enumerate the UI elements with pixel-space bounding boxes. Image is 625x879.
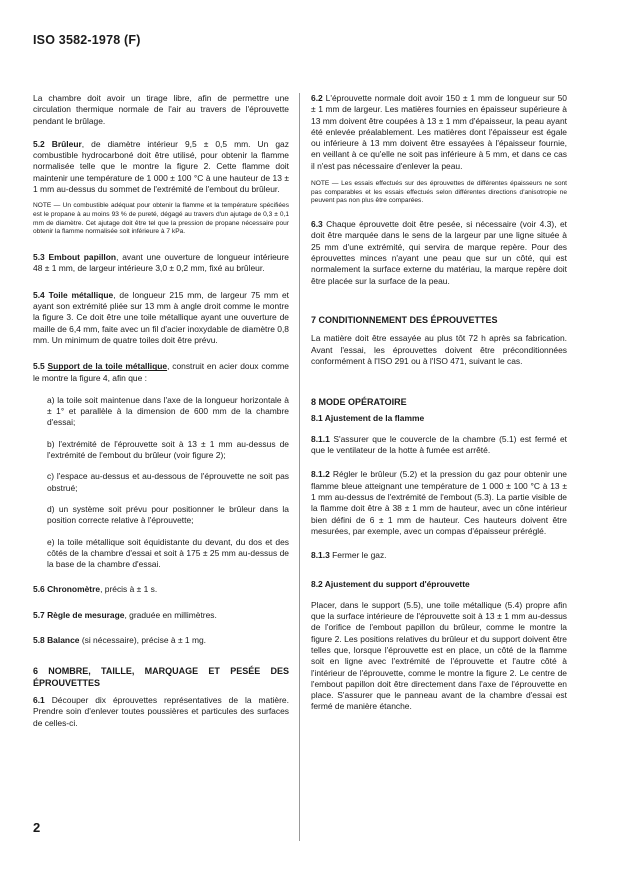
clause-5-8: 5.8 Balance (si nécessaire), précise à ± 1 mg.	[33, 635, 207, 646]
right-column	[311, 93, 567, 713]
section-7-heading: 7 CONDITIONNEMENT DES ÉPROUVETTES	[311, 314, 498, 325]
clause-5-5: 5.5 Support de la toile métallique, construit en acier doux comme le montre la figure 4, afin que :	[33, 361, 289, 383]
document-id: ISO 3582-1978 (F)	[33, 33, 141, 47]
list-item: c) l'espace au-dessus et au-dessous de l'éprouvette ne soit pas obstrué;	[47, 471, 289, 493]
subsection-8-2-heading: 8.2 Ajustement du support d'éprouvette	[311, 579, 470, 590]
section-7-paragraph: La matière doit être essayée au plus tôt 72 h après sa fabrication. Avant l'essai, les éprouvettes doivent être préconditionnées conformément à l'ISO 291 ou à l'ISO 471, suivant le cas.	[311, 333, 567, 366]
left-column	[33, 93, 289, 729]
clause-5-6: 5.6 Chronomètre, précis à ± 1 s.	[33, 584, 158, 595]
list-item: d) un système soit prévu pour positionner le brûleur dans la position correcte relative à l'éprouvette;	[47, 503, 289, 526]
chamber-draft-paragraph: La chambre doit avoir un tirage libre, afin de permettre une circulation thermique normale de l'air au travers de l'éprouvette pendant le brûlage.	[33, 93, 289, 126]
clause-5-7: 5.7 Règle de mesurage, graduée en millimètres.	[33, 609, 217, 620]
clause-8-1-3: 8.1.3 Fermer le gaz.	[311, 550, 387, 561]
column-divider	[299, 93, 300, 841]
clause-5-4: 5.4 Toile métallique, de longueur 215 mm, de largeur 75 mm et ayant son extrémité pliée sur 13 mm à angle droit comme le montre la figure 3. Ce doit être une toile métallique ayant une ouverture de maille de 6,4 mm, faite avec un fil d'acier inoxydable de diamètre 0,8 mm. Un minimum de quatre toiles doit être prévu.	[33, 289, 289, 345]
clause-8-2-paragraph: Placer, dans le support (5.5), une toile métallique (5.4) propre afin que la surface intérieure de l'éprouvette soit à 13 ± 1 mm au-dessus de l'orifice de l'embout papillon du brûleur, comme le montre la figure 2. Les positions relatives du brûleur et du support doivent être telles que, lorsque l'éprouvette est en place, un côté de la flamme soit en ligne avec l'extrémité de l'éprouvette et l'autre côté à l'intérieur de l'éprouvette, comme le montre la figure 2. Le centre de l'embout papillon doit être directement dans l'axe de l'éprouvette en place. S'assurer que le panneau avant de la chambre d'essai est fermé de manière étanche.	[311, 599, 567, 712]
clause-6-2: 6.2 L'éprouvette normale doit avoir 150 ± 1 mm de longueur sur 50 ± 1 mm de largeur. Les matières fournies en épaisseur supérieure à 13 mm doivent être coupées à 13 ± 1 mm d'épaisseur, la peau ayant été enlevée préalablement. Les matières dont l'épaisseur est égale ou inférieure à 13 mm doivent être essayées à l'épaisseur fournie, en veillant à ce qu'elle ne soit pas inférieure à 5 mm, et dans ce cas il n'est pas nécessaire d'enlever la peau.	[311, 93, 567, 171]
list-item: e) la toile métallique soit équidistante du devant, du dos et des côtés de la chambre d'essai et soit à 175 ± 25 mm au-dessus de la base de la chambre d'essai.	[47, 536, 289, 570]
section-8-heading: 8 MODE OPÉRATOIRE	[311, 397, 407, 408]
clause-6-1: 6.1 Découper dix éprouvettes représentatives de la matière. Prendre soin d'enlever toutes poussières et particules des surfaces de celles-ci.	[33, 694, 289, 728]
section-6-heading: 6 NOMBRE, TAILLE, MARQUAGE ET PESÉE DES ÉPROUVETTES	[33, 666, 289, 688]
list-item: b) l'extrémité de l'éprouvette soit à 13 ± 1 mm au-dessus de l'extrémité de l'embout du brûleur (voir figure 2);	[47, 438, 289, 461]
page-number: 2	[33, 820, 41, 835]
clause-5-3: 5.3 Embout papillon, avant une ouverture de longueur intérieure 48 ± 1 mm, de largeur intérieure 3,0 ± 0,2 mm, fixé au brûleur.	[33, 252, 289, 274]
list-item: a) la toile soit maintenue dans l'axe de la longueur horizontale à ± 1° et parallèle à la dimension de 600 mm de la chambre d'essai;	[47, 394, 289, 428]
subsection-8-1-heading: 8.1 Ajustement de la flamme	[311, 413, 425, 424]
clause-8-1-2: 8.1.2 Régler le brûleur (5.2) et la pression du gaz pour obtenir une flamme bleue atteignant une température de 1 000 ± 100 °C à 13 ± 1 mm au-dessus de l'extrémité de l'embout (5.3). La partie visible de la flamme doit être à 38 ± 1 mm de hauteur, avec un cône intérieur bien défini de 6 ± 1 mm de hauteur. Ces hauteurs doivent être mesurées, par exemple, avec un compas d'épaisseur préréglé.	[311, 469, 567, 536]
note-propane: NOTE — Un combustible adéquat pour obtenir la flamme et la température spécifiées est le propane à au moins 93 % de pureté, dégagé au travers d'un ajutage de 0,3 ± 0,1 mm de diamètre. Cet ajutage doit être tel que la pression de propane nécessaire pour obtenir la flamme normalisée soit inférieure à 7 kPa.	[33, 202, 289, 236]
note-anisotropy: NOTE — Les essais effectués sur des éprouvettes de différentes épaisseurs ne sont pas comparables et les essais effectués selon différentes directions d'anisotropie ne peuvent pas non plus être comparées.	[311, 180, 567, 205]
clause-8-1-1: 8.1.1 S'assurer que le couvercle de la chambre (5.1) est fermé et que le ventilateur de la hotte à fumée est arrêté.	[311, 433, 567, 456]
clause-5-2: 5.2 Brûleur, de diamètre intérieur 9,5 ± 0,5 mm. Un gaz combustible hydrocarboné doit être utilisé, pour obtenir la flamme normalisée telle que le montre la figure 2. Cette flamme doit maintenir une température de 1 000 ± 100 °C à une hauteur de 13 ± 1 mm au-dessus du sommet de l'extrémité de l'embout du brûleur.	[33, 138, 289, 195]
clause-6-3: 6.3 Chaque éprouvette doit être pesée, si nécessaire (voir 4.3), et doit être marquée dans le sens de la largeur par une ligne située à 25 mm d'une extrémité, qui servira de marque repère. Pour des éprouvettes minces n'ayant une peau que sur un côté, qui est normalement la surface externe du matériau, la marque repère doit être placée sur la surface de la peau.	[311, 219, 567, 286]
